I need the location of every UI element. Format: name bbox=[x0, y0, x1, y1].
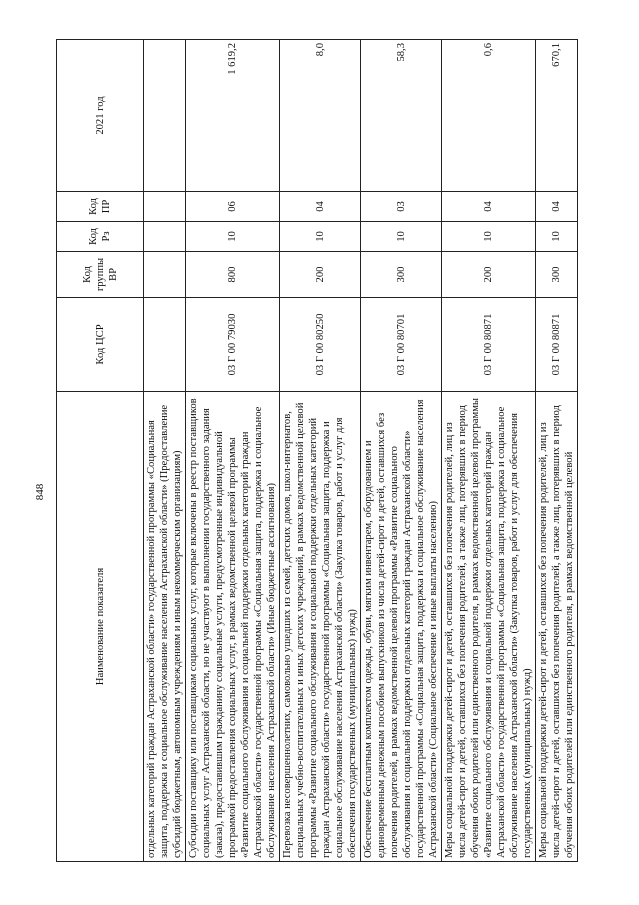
header-vr-line: Код bbox=[81, 266, 93, 283]
header-pr-line: ПР bbox=[101, 199, 112, 214]
cell-amount: 670,1 bbox=[536, 40, 578, 192]
header-vr-line: группы bbox=[94, 257, 106, 292]
table-row bbox=[186, 40, 280, 862]
cell-rz: 10 bbox=[186, 222, 280, 252]
cell-name: Обеспечение бесплатным комплектом одежды, обуви, мягким инвентарем, оборудованием и единовременным денежным пособием выпускников из числа детей-сирот и детей, оставшихся без попечения родителей, в рамках ведомственной целевой программы «Развитие социального обслуживания и социальной поддержки отдельных категорий граждан Астраханской области» государственной программы «Социальная защита, поддержка и социальное обслуживание населения Астраханской области» (Социальное обеспечение и иные выплаты населению) bbox=[361, 392, 442, 862]
cell-amount: 0,6 bbox=[442, 40, 536, 192]
cell-csr: 03 Г 00 80871 bbox=[442, 298, 536, 392]
cell-rz: 10 bbox=[442, 222, 536, 252]
cell-name: отдельных категорий граждан Астраханской области» государственной программы «Социальная защита, поддержка и социальное обслуживание населения Астраханской области» (Предоставление субсидий бюджетным, автономным учреждениям и иным некоммерческим организациям) bbox=[144, 392, 186, 862]
cell-name: Субсидии поставщику или поставщикам социальных услуг, которые включены в реестр поставщиков социальных услуг Астраханской области, но не участвуют в выполнении государственного задания (заказа), предоставившим гражданину социальные услуги, предусмотренные индивидуальной программой предоставления социальных услуг, в рамках ведомственной целевой программы «Развитие социального обслуживания и социальной поддержки отдельных категорий граждан Астраханской области» государственной программы «Социальная защита, поддержка и социальное обслуживание населения Астраханской области» (Иные бюджетные ассигнования) bbox=[186, 392, 280, 862]
cell-pr: 04 bbox=[280, 192, 361, 222]
cell-amount: 58,3 bbox=[361, 40, 442, 192]
cell-rz: 10 bbox=[536, 222, 578, 252]
header-rz-line: Рз bbox=[101, 231, 112, 242]
cell-pr: 04 bbox=[442, 192, 536, 222]
cell-vr bbox=[144, 252, 186, 298]
cell-csr: 03 Г 00 80250 bbox=[280, 298, 361, 392]
cell-pr: 06 bbox=[186, 192, 280, 222]
cell-pr: 04 bbox=[536, 192, 578, 222]
cell-vr: 200 bbox=[442, 252, 536, 298]
header-vr bbox=[57, 252, 144, 298]
cell-name: Меры социальной поддержки детей-сирот и детей, оставшихся без попечения родителей, лиц из числа детей-сирот и детей, оставшихся без попечения родителей, а также лиц, потерявших в период обучения обоих родителей или единственного родителя, в рамках ведомственной целевой программы «Развитие социального обслуживания и социальной поддержки отдельных категорий граждан Астраханской области» государственной программы «Социальная защита, поддержка и социальное обслуживание населения Астраханской области» (Закупка товаров, работ и услуг для обеспечения государственных (муниципальных) нужд) bbox=[442, 392, 536, 862]
table-row bbox=[280, 40, 361, 862]
cell-vr: 300 bbox=[536, 252, 578, 298]
header-pr bbox=[57, 192, 144, 222]
page-number: 848 bbox=[34, 483, 46, 501]
cell-vr: 800 bbox=[186, 252, 280, 298]
cell-vr: 300 bbox=[361, 252, 442, 298]
cell-name: Меры социальной поддержки детей-сирот и детей, оставшихся без попечения родителей, лиц из числа детей-сирот и детей, оставшихся без попечения родителей, а также лиц, потерявших в период обучения обоих родителей или единственного родителя, в рамках ведомственной целевой bbox=[536, 392, 578, 862]
header-vr-line: ВР bbox=[107, 268, 119, 281]
table-row bbox=[361, 40, 442, 862]
table-row bbox=[442, 40, 536, 862]
cell-pr: 03 bbox=[361, 192, 442, 222]
header-rz-line: Код bbox=[88, 228, 99, 245]
rotated-page bbox=[34, 40, 614, 862]
cell-rz: 10 bbox=[280, 222, 361, 252]
cell-amount: 8,0 bbox=[280, 40, 361, 192]
table-row bbox=[144, 40, 186, 862]
table-row bbox=[536, 40, 578, 862]
header-row bbox=[57, 40, 144, 862]
header-name: Наименование показателя bbox=[57, 392, 144, 862]
cell-vr: 200 bbox=[280, 252, 361, 298]
cell-csr: 03 Г 00 79030 bbox=[186, 298, 280, 392]
cell-csr: 03 Г 00 80871 bbox=[536, 298, 578, 392]
header-pr-line: Код bbox=[88, 198, 99, 215]
header-year: 2021 год bbox=[57, 40, 144, 192]
cell-rz bbox=[144, 222, 186, 252]
cell-amount: 1 619,2 bbox=[186, 40, 280, 192]
cell-rz: 10 bbox=[361, 222, 442, 252]
budget-table bbox=[56, 39, 578, 862]
cell-name: Перевозка несовершеннолетних, самовольно ушедших из семей, детских домов, школ-интернатов, специальных учебно-воспитательных и иных детских учреждений, в рамках ведомственной целевой программы «Развитие социального обслуживания и социальной поддержки отдельных категорий граждан Астраханской области» государственной программы «Социальная защита, поддержка и социальное обслуживание населения Астраханской области» (Закупка товаров, работ и услуг для обеспечения государственных (муниципальных) нужд) bbox=[280, 392, 361, 862]
cell-pr bbox=[144, 192, 186, 222]
cell-csr bbox=[144, 298, 186, 392]
header-rz bbox=[57, 222, 144, 252]
cell-csr: 03 Г 00 80701 bbox=[361, 298, 442, 392]
header-csr: Код ЦСР bbox=[57, 298, 144, 392]
cell-amount bbox=[144, 40, 186, 192]
